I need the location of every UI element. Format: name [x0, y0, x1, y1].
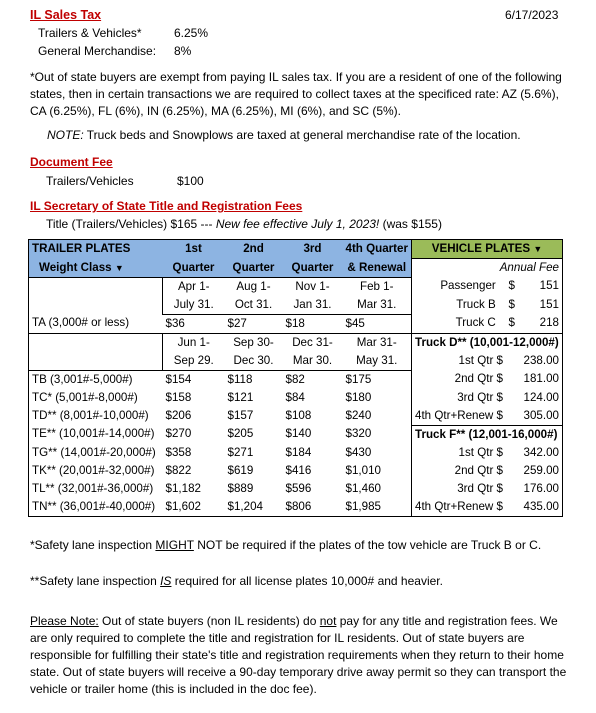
tk-label: TK** (20,001#-32,000#) — [29, 462, 163, 480]
q4-header-a: 4th Quarter — [343, 240, 412, 259]
tb-q4: $175 — [343, 370, 412, 389]
q3-header-b: Quarter — [283, 259, 343, 278]
currency: $ — [496, 372, 503, 386]
footnote-emphasis: IS — [160, 574, 172, 588]
td-q3: $108 — [285, 408, 312, 422]
date-range-a1-end: July 31. — [163, 296, 225, 315]
te-label: TE** (10,001#-14,000#) — [29, 425, 163, 444]
date-range-a2-start: Aug 1- — [236, 279, 271, 293]
truck-d-row-1 — [412, 352, 563, 371]
note-label: NOTE: — [47, 128, 84, 142]
dropdown-triangle-icon[interactable]: ▼ — [533, 244, 543, 254]
weight-class-label: Weight Class — [39, 260, 112, 274]
currency: $ — [496, 499, 503, 513]
truck-f-row-2 — [412, 462, 563, 480]
tn-q4: $1,985 — [343, 498, 412, 517]
q1-header-b: Quarter — [163, 259, 225, 278]
vehicle-fee: 151 — [539, 279, 559, 293]
currency: $ — [508, 316, 515, 330]
please-note-text: Out of state buyers (non IL residents) do — [98, 614, 320, 628]
footnote-text: **Safety lane inspection — [30, 574, 161, 588]
vehicle-row-truck-b — [412, 296, 563, 315]
truck-f-title: Truck F** (12,001-16,000#) — [412, 425, 563, 444]
vehicle-plates-header[interactable] — [412, 240, 563, 259]
ta-q3: $18 — [283, 314, 343, 333]
please-note-text: pay for any title and registration fees. We are only required to complete the title and registration for IL residents. Out of state buyers are responsible for fulfilling their state's title and registration requirements when they return to their home state. Out of state buyers will receive a 90-day temporary drive away permit so they can transport the vehicle or trailer home (this is included in the doc fee). — [30, 614, 567, 696]
tl-q3: $596 — [285, 481, 312, 495]
currency: $ — [496, 408, 503, 422]
footnote-text: NOT be required if the plates of the tow vehicle are Truck B or C. — [193, 538, 542, 552]
trailer-plates-header: TRAILER PLATES — [29, 240, 163, 259]
doc-fee-label: Trailers/Vehicles — [46, 174, 134, 188]
footnote-text: *Safety lane inspection — [30, 538, 156, 552]
tc-q1: $158 — [165, 390, 192, 404]
ta-q2: $27 — [225, 314, 283, 333]
qtr-label: 4th Qtr+Renew — [415, 499, 494, 513]
currency: $ — [496, 390, 503, 404]
doc-fee-value: $100 — [177, 174, 204, 188]
qtr-fee: 124.00 — [523, 390, 559, 404]
q2-header-a: 2nd — [225, 240, 283, 259]
vehicle-plates-label: VEHICLE PLATES — [431, 242, 531, 255]
date-range-b4-start: Mar 31- — [343, 333, 412, 352]
truck-d-row-3 — [412, 389, 563, 407]
date-range-a4-end: Mar 31. — [343, 296, 412, 315]
currency: $ — [496, 353, 503, 367]
vehicle-label: Passenger — [440, 279, 496, 293]
qtr-fee: 435.00 — [523, 499, 559, 513]
qtr-label: 2nd Qtr — [454, 463, 494, 477]
date-range-b1-end: Sep 29. — [163, 352, 225, 371]
please-note-paragraph — [30, 613, 575, 698]
note-text: Truck beds and Snowplows are taxed at general merchandise rate of the location. — [83, 128, 521, 142]
vehicle-fee: 151 — [539, 297, 559, 311]
tn-q3: $806 — [283, 498, 343, 517]
date-range-a3-start: Nov 1- — [295, 279, 330, 293]
currency: $ — [496, 445, 503, 459]
tb-q2: $118 — [227, 372, 253, 386]
qtr-label: 3rd Qtr — [457, 390, 494, 404]
weight-class-header[interactable] — [29, 259, 163, 278]
currency: $ — [508, 297, 515, 311]
date-range-b3-end: Mar 30. — [283, 352, 343, 371]
title-fee-a: Title (Trailers/Vehicles) $165 --- — [46, 217, 216, 231]
truck-d-title: Truck D** (10,001-12,000#) — [412, 333, 563, 352]
q2-header-b: Quarter — [225, 259, 283, 278]
sos-title: IL Secretary of State Title and Registration Fees — [30, 199, 303, 213]
tn-q1: $1,602 — [163, 498, 225, 517]
date-range-a1-start: Apr 1- — [163, 277, 225, 296]
ta-q1: $36 — [163, 314, 225, 333]
truck-d-row-4 — [412, 407, 563, 426]
vehicle-row-passenger — [412, 277, 563, 296]
tb-q3: $82 — [285, 372, 305, 386]
footnote-safety-might — [30, 538, 541, 552]
te-q4: $320 — [343, 425, 412, 444]
td-q4: $240 — [343, 407, 412, 426]
qtr-label: 2nd Qtr — [454, 372, 494, 386]
currency: $ — [496, 481, 503, 495]
tg-q2: $271 — [227, 445, 254, 459]
qtr-label: 1st Qtr — [458, 445, 494, 459]
ta-q4: $45 — [343, 314, 412, 333]
date-range-b4-end: May 31. — [343, 352, 412, 371]
ta-label: TA (3,000# or less) — [29, 314, 163, 333]
vehicle-label: Truck C — [455, 316, 496, 330]
qtr-label: 3rd Qtr — [457, 481, 494, 495]
tl-q1: $1,182 — [165, 481, 201, 495]
doc-fee-title: Document Fee — [30, 155, 113, 169]
td-label: TD** (8,001#-10,000#) — [29, 407, 163, 426]
tl-q2: $889 — [227, 481, 254, 495]
truck-f-row-1 — [412, 444, 563, 462]
vehicle-label: Truck B — [456, 297, 496, 311]
tc-label: TC* (5,001#-8,000#) — [29, 389, 163, 407]
tax-exempt-note: *Out of state buyers are exempt from paying IL sales tax. If you are a resident of one of the following states, then in certain transactions we are required to collect taxes at the specificed rate: AZ (5.6%), CA (6.25%), FL (6%), IN (6.25%), MA (6.25%), MI (6%), and SC (5%). — [30, 70, 562, 118]
q3-header-a: 3rd — [283, 240, 343, 259]
qtr-fee: 238.00 — [523, 353, 559, 367]
sales-tax-title: IL Sales Tax — [30, 8, 102, 22]
tax-value-trailers: 6.25% — [174, 26, 209, 40]
footnote-emphasis: MIGHT — [155, 538, 194, 552]
vehicle-fee: 218 — [539, 316, 559, 330]
td-q1: $206 — [165, 408, 192, 422]
tb-q1: $154 — [165, 372, 192, 386]
tc-q4: $180 — [343, 389, 412, 407]
date-range-a2-end: Oct 31. — [225, 296, 283, 315]
please-note-emphasis: not — [319, 614, 337, 628]
document-date: 6/17/2023 — [505, 8, 559, 22]
truck-d-row-2 — [412, 370, 563, 389]
date-range-b1-start: Jun 1- — [163, 333, 225, 352]
tk-q3: $416 — [285, 463, 312, 477]
qtr-label: 1st Qtr — [458, 353, 494, 367]
q4-header-b: & Renewal — [343, 259, 412, 278]
plates-table — [28, 239, 563, 517]
tax-value-general: 8% — [174, 44, 192, 58]
truck-bed-note — [47, 128, 521, 142]
qtr-fee: 176.00 — [523, 481, 559, 495]
tg-q4: $430 — [343, 444, 412, 462]
te-q2: $205 — [227, 427, 254, 441]
tn-label: TN** (36,001#-40,000#) — [29, 498, 163, 517]
currency: $ — [496, 463, 503, 477]
please-note-label: Please Note: — [30, 614, 99, 628]
tk-q2: $619 — [227, 463, 254, 477]
tk-q4: $1,010 — [343, 462, 412, 480]
date-range-b2-end: Dec 30. — [225, 352, 283, 371]
date-range-b2-start: Sep 30- — [233, 335, 274, 349]
title-fee-line — [46, 217, 442, 231]
tax-label-trailers: Trailers & Vehicles* — [38, 26, 142, 40]
vehicle-row-truck-c — [412, 314, 563, 333]
tc-q2: $121 — [227, 390, 254, 404]
truck-f-row-3 — [412, 480, 563, 498]
qtr-fee: 305.00 — [523, 408, 559, 422]
tax-label-general: General Merchandise: — [38, 44, 157, 58]
tc-q3: $84 — [285, 390, 305, 404]
qtr-fee: 259.00 — [523, 463, 559, 477]
te-q3: $140 — [285, 427, 312, 441]
currency: $ — [508, 279, 515, 293]
td-q2: $157 — [227, 408, 254, 422]
tn-q2: $1,204 — [225, 498, 283, 517]
footnote-text: required for all license plates 10,000# and heavier. — [171, 574, 443, 588]
tg-q3: $184 — [285, 445, 312, 459]
tl-q4: $1,460 — [343, 480, 412, 498]
qtr-fee: 342.00 — [523, 445, 559, 459]
date-range-a3-end: Jan 31. — [283, 296, 343, 315]
q1-header-a: 1st — [163, 240, 225, 259]
footnote-safety-is — [30, 574, 443, 588]
tk-q1: $822 — [165, 463, 192, 477]
tl-label: TL** (32,001#-36,000#) — [29, 480, 163, 498]
qtr-fee: 181.00 — [523, 372, 559, 386]
tb-label: TB (3,001#-5,000#) — [29, 370, 163, 389]
annual-fee-subheader: Annual Fee — [412, 259, 563, 278]
date-range-b3-start: Dec 31- — [292, 335, 333, 349]
qtr-label: 4th Qtr+Renew — [415, 408, 494, 422]
tg-label: TG** (14,001#-20,000#) — [29, 444, 163, 462]
te-q1: $270 — [165, 427, 192, 441]
tg-q1: $358 — [165, 445, 192, 459]
date-range-a4-start: Feb 1- — [343, 277, 412, 296]
truck-f-row-4 — [412, 498, 563, 517]
title-fee-c: (was $155) — [379, 217, 442, 231]
title-fee-b: New fee effective July 1, 2023! — [215, 217, 380, 231]
dropdown-triangle-icon[interactable]: ▼ — [114, 262, 124, 273]
